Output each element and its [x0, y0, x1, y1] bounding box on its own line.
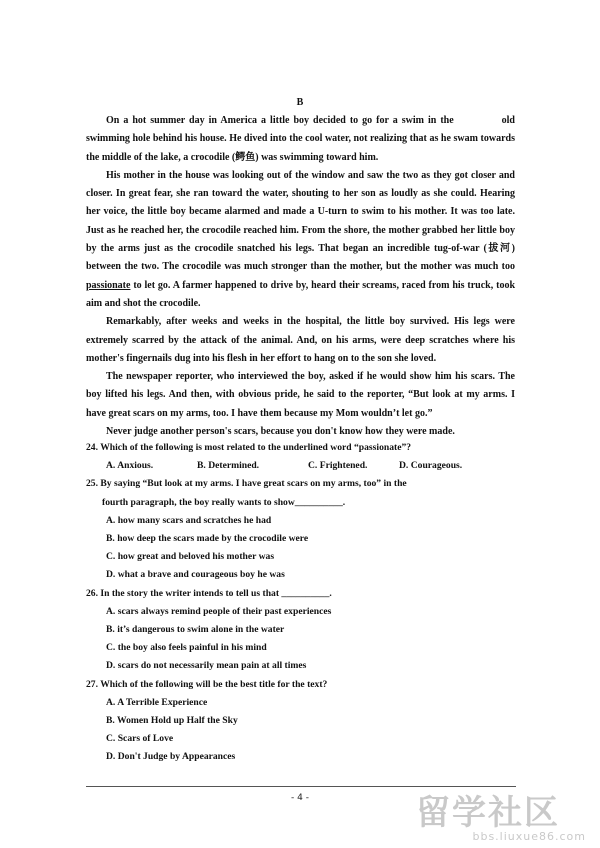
paragraph-1-part-2: old swimming hole behind his house. He dived into the cool water, not realizing that as he swam towards the middle of the lake, a crocodile (鳄鱼) was swimming toward him.: [86, 115, 515, 163]
option: A. scars always remind people of their past experiences: [106, 605, 332, 617]
question-27-stem: 27. Which of the following will be the best title for the text?: [86, 678, 328, 690]
option: A. Anxious.: [106, 460, 154, 472]
paragraph-1-part-1: On a hot summer day in America a little boy decided to go for a swim in the: [106, 115, 454, 126]
watermark-logo: 留学社区: [416, 793, 560, 833]
option: C. the boy also feels painful in his mind: [106, 642, 267, 654]
paragraph-1: [86, 112, 515, 167]
option: D. Courageous.: [399, 460, 463, 472]
option: A. how many scars and scratches he had: [106, 514, 272, 526]
footer-divider: [86, 786, 516, 787]
option: C. Scars of Love: [106, 733, 174, 745]
option: B. how deep the scars made by the crocodile were: [106, 533, 309, 545]
question-25-stem-line-1: 25. By saying “But look at my arms. I have great scars on my arms, too” in the: [86, 478, 407, 490]
option: D. Don't Judge by Appearances: [106, 751, 236, 763]
paragraph-2-part-1: His mother in the house was looking out of the window and saw the two as they got closer and closer. In great fear, she ran toward the water, shouting to her son as loudly as she could. Hearing her voice, the little boy became alarmed and made a U-turn to swim to his mother. It was too late. Just as he reached her, the crocodile reached him. From the shore, the mother grabbed her little boy by the arms just as the crocodile snatched his legs. That began an incredible tug-of-war (拔河) between the two. The crocodile was much stronger than the mother, but the mother was much too: [86, 169, 515, 273]
paragraph-2: [86, 167, 515, 313]
option: C. Frightened.: [308, 460, 368, 472]
option: B. Women Hold up Half the Sky: [106, 715, 238, 727]
paragraph-2-part-2: to let go. A farmer happened to drive by, heard their screams, raced from his truck, took aim and shot the crocodile.: [86, 279, 516, 309]
question-26-stem: 26. In the story the writer intends to tell us that __________.: [86, 587, 332, 599]
reading-passage: [86, 112, 515, 441]
option: B. it’s dangerous to swim alone in the water: [106, 624, 285, 636]
question-25-stem-line-2: fourth paragraph, the boy really wants to show__________.: [102, 496, 346, 508]
question-24-stem: 24. Which of the following is most related to the underlined word “passionate”?: [86, 442, 412, 453]
section-heading: B: [296, 97, 304, 108]
page-number: - 4 -: [291, 793, 309, 803]
question-24-options: [86, 457, 516, 475]
question-25-stem: [86, 475, 516, 511]
site-watermark: [416, 793, 586, 846]
watermark-url: bbs.liuxue86.com: [472, 830, 586, 843]
paragraph-4: The newspaper reporter, who interviewed the boy, asked if he would show him his scars. The boy lifted his legs. And then, with obvious pride, he said to the reporter, “But look at my arms. I have great scars on my arms, too. I have them because my Mom wouldn’t let go.”: [86, 371, 515, 419]
option: A. A Terrible Experience: [106, 696, 208, 708]
option: C. how great and beloved his mother was: [106, 551, 275, 563]
paragraph-3: Remarkably, after weeks and weeks in the hospital, the little boy survived. His legs were extremely scarred by the attack of the animal. And, on his arms, were deep scratches where his mother's fingernails dug into his flesh in her effort to hang on to the son she loved.: [86, 316, 515, 364]
option: D. what a brave and courageous boy he was: [106, 569, 285, 581]
underlined-word: passionate: [86, 279, 131, 291]
option: D. scars do not necessarily mean pain at all times: [106, 660, 307, 672]
option: B. Determined.: [197, 460, 260, 472]
questions-section: [86, 439, 516, 767]
paragraph-5: Never judge another person's scars, because you don't know how they were made.: [106, 426, 455, 438]
